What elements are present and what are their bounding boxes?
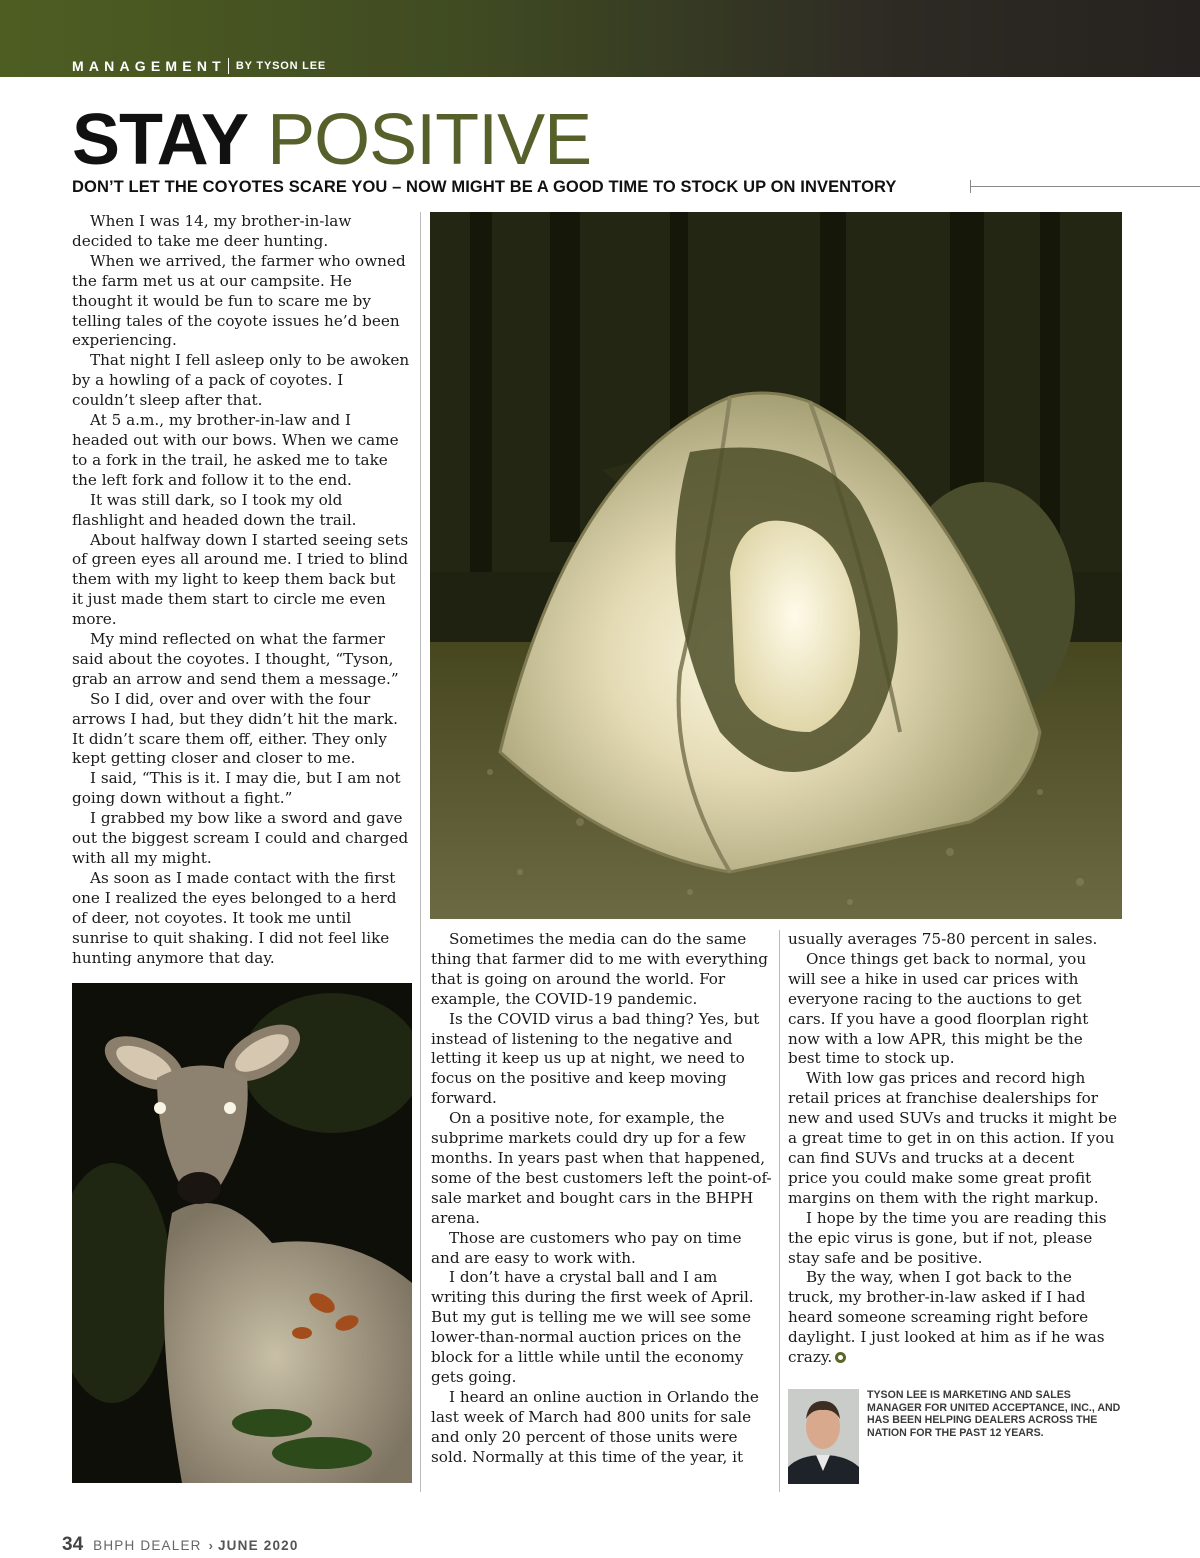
headline-light: POSITIVE <box>267 100 592 180</box>
column-divider <box>779 930 780 1492</box>
headline <box>72 100 591 180</box>
chevron-right-icon: › <box>208 1538 213 1553</box>
paragraph: Those are customers who pay on time and are easy to work with. <box>431 1228 742 1267</box>
end-mark-icon <box>835 1352 846 1363</box>
paragraph: With low gas prices and record high retail prices at franchise dealerships for new and used SUVs and trucks it might be a great time to get in on this action. If you can find SUVs and trucks at a decent price you could make some great profit margins on them with the right markup. <box>788 1069 1117 1207</box>
paragraph: That night I fell asleep only to be awoken by a howling of a pack of coyotes. I couldn’t sleep after that. <box>72 351 410 410</box>
column-divider <box>420 212 421 1492</box>
paragraph: So I did, over and over with the four arrows I had, but they didn’t hit the mark. It didn’t scare them off, either. They only kept getting closer and closer to me. <box>72 689 398 768</box>
paragraph: Once things get back to normal, you will see a hike in used car prices with everyone racing to the auctions to get cars. If you have a good floorplan right now with a low APR, this might be the best time to stock up. <box>788 949 1089 1068</box>
paragraph: usually averages 75-80 percent in sales. <box>788 930 1098 948</box>
paragraph: I don’t have a crystal ball and I am writing this during the first week of April. But my gut is telling me we will see some lower-than-normal auction prices on the block for a little while until the economy gets going. <box>431 1268 754 1386</box>
final-paragraph <box>788 1268 1118 1368</box>
article-column-1 <box>72 212 410 968</box>
deck: DON’T LET THE COYOTES SCARE YOU – NOW MIGHT BE A GOOD TIME TO STOCK UP ON INVENTORY <box>72 178 897 196</box>
paragraph: When I was 14, my brother-in-law decided to take me deer hunting. <box>72 212 352 250</box>
author-bio: TYSON LEE IS MARKETING AND SALES MANAGER FOR UNITED ACCEPTANCE, INC., AND HAS BEEN HELPING DEALERS ACROSS THE NATION FOR THE PAST 12 YEARS. <box>867 1389 1121 1439</box>
section-label: MANAGEMENT <box>72 58 226 74</box>
paragraph: My mind reflected on what the farmer said about the coyotes. I thought, “Tyson, grab an arrow and send them a message.” <box>72 630 399 688</box>
deck-rule <box>970 186 1200 187</box>
byline: BY TYSON LEE <box>235 60 326 72</box>
paragraph: About halfway down I started seeing sets of green eyes all around me. I tried to blind them with my light to keep them back but it just made them start to circle me even more. <box>72 530 409 629</box>
issue-date: JUNE 2020 <box>217 1538 299 1553</box>
paragraph: I said, “This is it. I may die, but I am not going down without a fight.” <box>72 769 401 808</box>
section-kicker <box>72 56 326 76</box>
paragraph: Sometimes the media can do the same thing that farmer did to me with everything that is going on around the world. For example, the COVID-19 pandemic. <box>431 930 768 1008</box>
deer-photo <box>72 983 412 1483</box>
paragraph: It was still dark, so I took my old flashlight and headed down the trail. <box>72 490 357 529</box>
author-avatar <box>788 1389 859 1484</box>
kicker-divider <box>228 58 229 74</box>
paragraph: At 5 a.m., my brother-in-law and I headed out with our bows. When we came to a fork in the trail, he asked me to take the left fork and follow it to the end. <box>72 411 399 489</box>
publication-name: BHPH DEALER <box>93 1538 202 1553</box>
article-column-2 <box>431 930 772 1467</box>
page-number: 34 <box>62 1534 84 1555</box>
paragraph: I heard an online auction in Orlando the last week of March had 800 units for sale and only 20 percent of those units were sold. Normally at this time of the year, it <box>431 1387 759 1466</box>
paragraph: When we arrived, the farmer who owned the farm met us at our campsite. He thought it would be fun to scare me by telling tales of the coyote issues he’d been experiencing. <box>72 251 406 350</box>
headline-bold: STAY <box>72 100 249 180</box>
paragraph: On a positive note, for example, the subprime markets could dry up for a few months. In years past when that happened, some of the best customers left the point-of-sale market and bought cars in the BHPH arena. <box>431 1109 772 1227</box>
paragraph: I hope by the time you are reading this the epic virus is gone, but if not, please stay safe and be positive. <box>788 1208 1107 1267</box>
article-column-3 <box>788 930 1118 1368</box>
paragraph: Is the COVID virus a bad thing? Yes, but instead of listening to the negative and letting it keep us up at night, we need to focus on the positive and keep moving forward. <box>431 1009 760 1108</box>
paragraph: I grabbed my bow like a sword and gave out the biggest scream I could and charged with all my might. <box>72 809 409 867</box>
paragraph: As soon as I made contact with the first one I realized the eyes belonged to a herd of deer, not coyotes. It took me until sunrise to quit shaking. I did not feel like hunting anymore that day. <box>72 868 397 967</box>
paragraph-text: By the way, when I got back to the truck, my brother-in-law asked if I had heard someone screaming right before daylight. I just looked at him as if he was crazy. <box>788 1268 1105 1367</box>
page-footer <box>62 1534 299 1556</box>
tent-photo <box>430 212 1122 919</box>
